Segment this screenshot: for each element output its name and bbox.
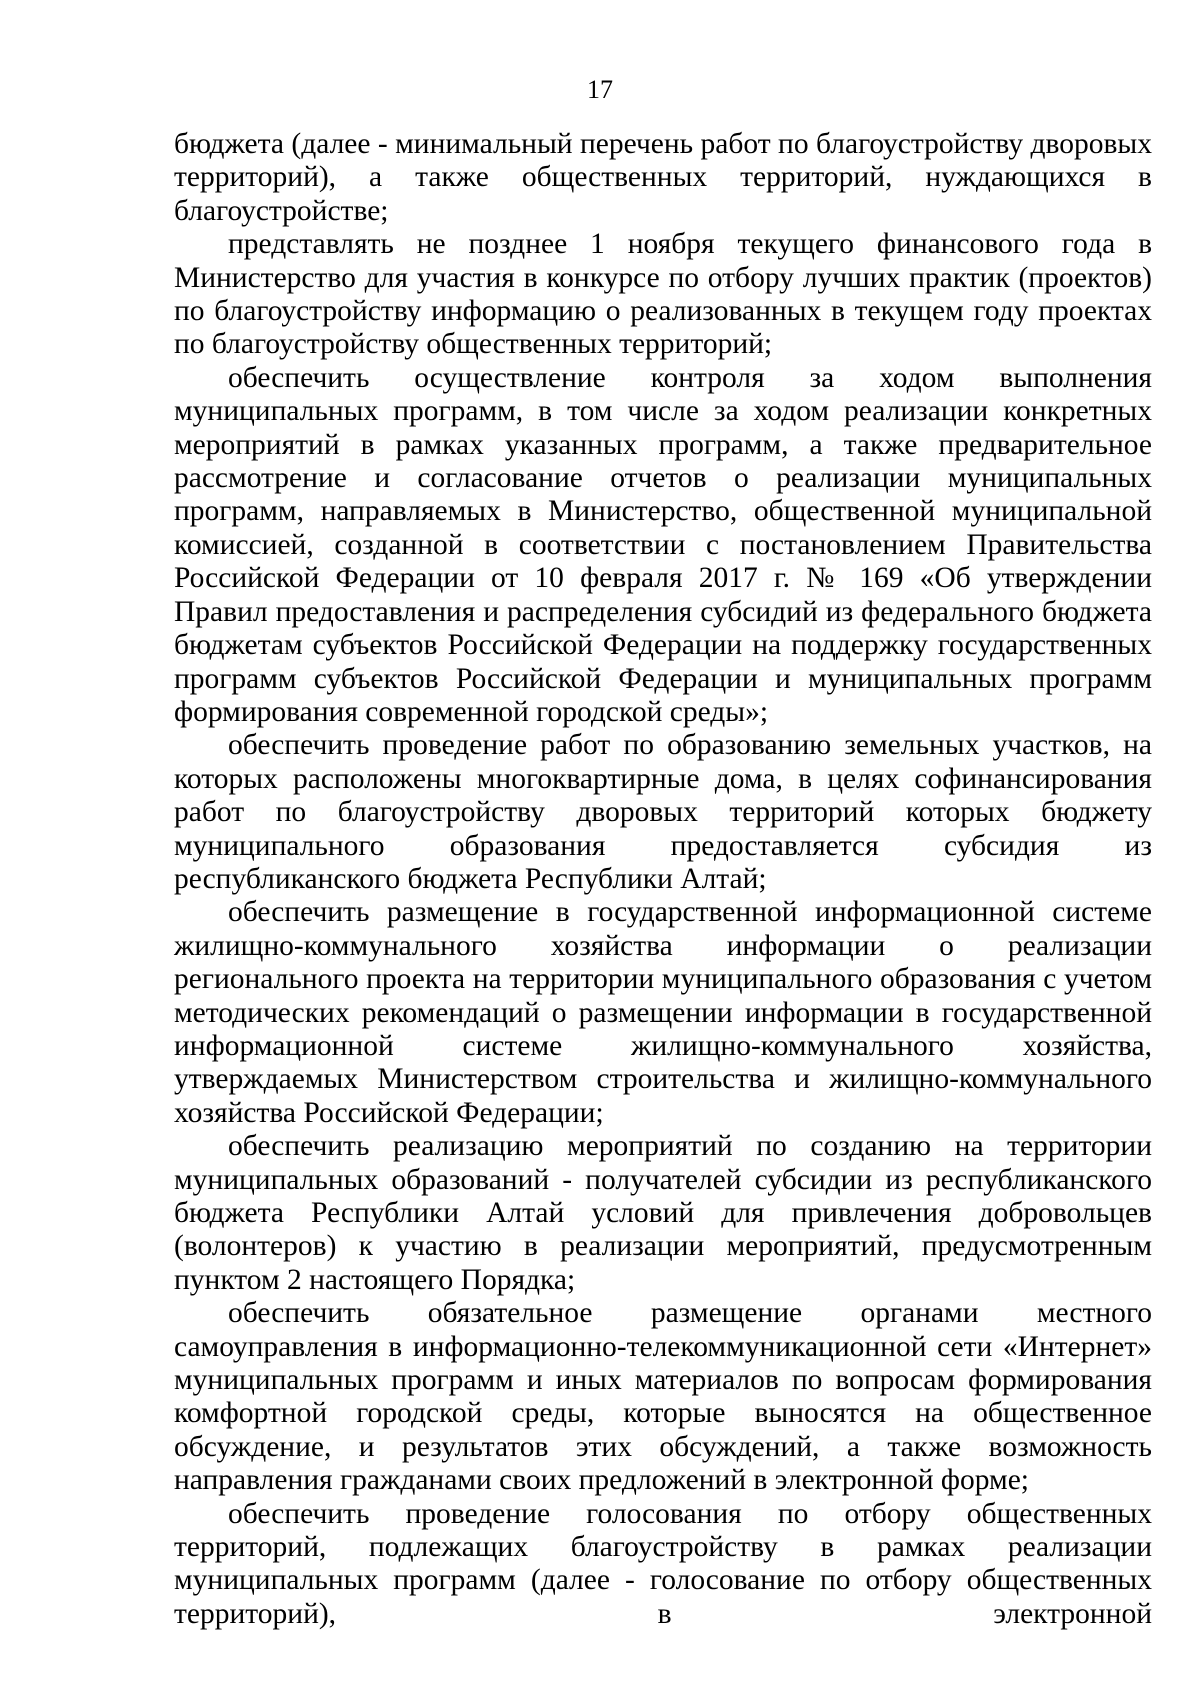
paragraph-control: обеспечить осуществление контроля за ходом выполнения муниципальных программ, в том числе за ходом реализации конкретных мероприятий в рамках указанных программ, а также предварительное рассмотрение и согласование отчетов о реализации муниципальных программ, направляемых в Министерство, общественной муниципальной комиссией, созданной в соответствии с постановлением Правительства Российской Федерации от 10 февраля 2017 г. № 169 «Об утверждении Правил предоставления и распределения субсидий из федерального бюджета бюджетам субъектов Российской Федерации на поддержку государственных программ субъектов Российской Федерации и муниципальных программ формирования современной городской среды»;: [174, 361, 1152, 728]
page-number: 17: [587, 75, 613, 104]
paragraph-gis-housing: обеспечить размещение в государственной информационной системе жилищно-коммунального хозяйства информации о реализации регионального проекта на территории муниципального образования с учетом методических рекомендаций о размещении информации в государственной информационной системе жилищно-коммунального хозяйства, утверждаемых Министерством строительства и жилищно-коммунального хозяйства Российской Федерации;: [174, 896, 1152, 1129]
paragraph-continuation: бюджета (далее - минимальный перечень работ по благоустройству дворовых территорий), а также общественных территорий, нуждающихся в благоустройстве;: [174, 128, 1152, 227]
paragraph-submit-info: представлять не позднее 1 ноября текущего финансового года в Министерство для участия в конкурсе по отбору лучших практик (проектов) по благоустройству информацию о реализованных в текущем году проектах по благоустройству общественных территорий;: [174, 228, 1152, 361]
document-body: [174, 128, 1152, 1631]
paragraph-land-plots: обеспечить проведение работ по образованию земельных участков, на которых расположены многоквартирные дома, в целях софинансирования работ по благоустройству дворовых территорий которых бюджету муниципального образования предоставляется субсидия из республиканского бюджета Республики Алтай;: [174, 729, 1152, 895]
paragraph-volunteers: обеспечить реализацию мероприятий по созданию на территории муниципальных образований - получателей субсидии из республиканского бюджета Республики Алтай условий для привлечения добровольцев (волонтеров) к участию в реализации мероприятий, предусмотренным пунктом 2 настоящего Порядка;: [174, 1130, 1152, 1296]
paragraph-internet-publication: обеспечить обязательное размещение органами местного самоуправления в информационно-телекоммуникационной сети «Интернет» муниципальных программ и иных материалов по вопросам формирования комфортной городской среды, которые выносятся на общественное обсуждение, и результатов этих обсуждений, а также возможность направления гражданами своих предложений в электронной форме;: [174, 1297, 1152, 1497]
paragraph-voting: обеспечить проведение голосования по отбору общественных территорий, подлежащих благоустройству в рамках реализации муниципальных программ (далее - голосование по отбору общественных территорий), в электронной: [174, 1497, 1152, 1630]
